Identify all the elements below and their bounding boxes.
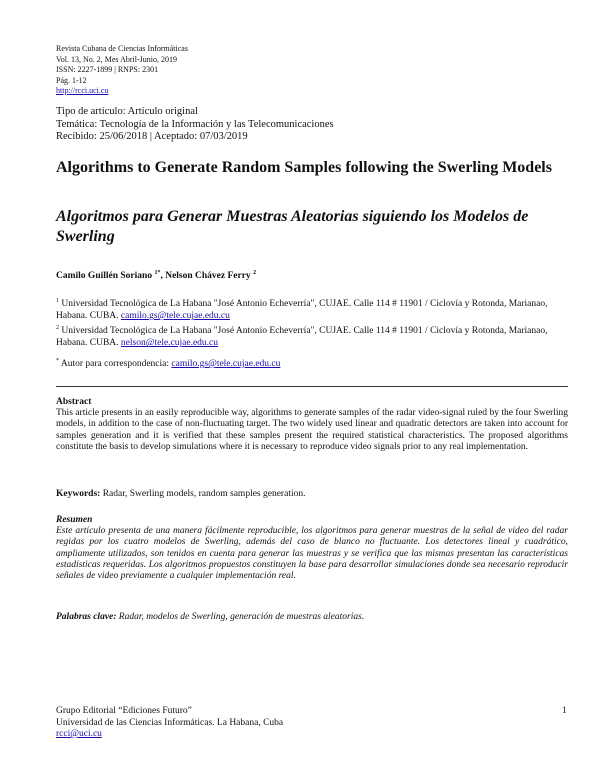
affiliation-2-text: Universidad Tecnológica de La Habana "José Antonio Echeverría", CUJAE. Calle 114 # 11901 / Ciclovía y Rotonda, Marianao, Habana. CUBA.: [56, 326, 548, 349]
author-1-name: Camilo Guillén Soriano: [56, 271, 153, 282]
journal-volume: Vol. 13, No. 2, Mes Abril-Junio, 2019: [56, 54, 177, 64]
keywords-text: Radar, Swerling models, random samples generation.: [102, 489, 306, 499]
article-type: Tipo de artículo: Artículo original: [56, 106, 198, 117]
section-divider: [56, 386, 568, 387]
journal-header: [56, 44, 188, 97]
abstract-section: [56, 397, 568, 453]
affiliations: [56, 295, 571, 349]
author-1-sup: 1*: [154, 270, 161, 276]
page-footer: [56, 706, 283, 741]
abstract-heading: Abstract: [56, 397, 92, 407]
resumen-section: [56, 515, 568, 582]
correspondence-email-link[interactable]: camilo.gs@tele.cujae.edu.cu: [171, 359, 281, 370]
correspondence-sup: *: [56, 358, 59, 364]
title-english: Algorithms to Generate Random Samples following the Swerling Models: [56, 159, 552, 176]
palabras-clave-section: [56, 612, 568, 622]
abstract-text: This article presents in an easily reproducible way, algorithms to generate samples of the radar video-signal ruled by the four Swerling models, in addition to the case of non-fluctuating target. The two widely used linear and quadratic detectors are taken into account for samples generation and it is verified that these samples present the required statistical characteristics. The proposed algorithms constitute the basis to develop simulations where it is necessary to reproduce video signals prior to any real implementation.: [56, 408, 568, 452]
journal-pages: Pág. 1-12: [56, 75, 87, 85]
article-meta: [56, 106, 334, 144]
keywords-label: Keywords:: [56, 489, 101, 499]
footer-email-link[interactable]: rcci@uci.cu: [56, 729, 102, 739]
page-number: 1: [562, 706, 567, 716]
resumen-heading: Resumen: [56, 515, 93, 525]
correspondence-label: Autor para correspondencia:: [60, 359, 170, 370]
palabras-clave-label: Palabras clave:: [56, 612, 117, 622]
title-spanish: Algoritmos para Generar Muestras Aleatorias siguiendo los Modelos de Swerling: [56, 208, 529, 245]
author-2-name: Nelson Chávez Ferry: [165, 271, 251, 282]
affiliation-2: [56, 322, 571, 349]
resumen-text: Este artículo presenta de una manera fácilmente reproducible, los algoritmos para generar muestras de la señal de video del radar regidas por los cuatro modelos de Swerling, además del caso de blanco no fluctuante. Los detectores lineal y cuadrático, ampliamente utilizados, son tenidos en cuenta para generar las muestras y se verifica que las mismas presentan las características estadísticas requeridas. Los algoritmos propuestos constituyen la base para desarrollar simulaciones donde sea necesario reproducir señales de video previamente a cualquier implementación real.: [56, 526, 568, 582]
journal-url-link[interactable]: http://rcci.uci.cu: [56, 86, 109, 95]
keywords-section: [56, 489, 568, 499]
affiliation-2-sup: 2: [56, 325, 59, 332]
affiliation-1-sup: 1: [56, 298, 59, 304]
author-2-sup: 2: [253, 270, 257, 276]
affiliation-2-email-link[interactable]: nelson@tele.cujae.edu.cu: [120, 338, 219, 349]
journal-issn: ISSN: 2227-1899 | RNPS: 2301: [56, 65, 159, 74]
footer-publisher: Grupo Editorial “Ediciones Futuro”: [56, 706, 192, 716]
affiliation-1: [56, 295, 571, 322]
correspondence: [56, 358, 280, 369]
article-topic: Temática: Tecnología de la Información y las Telecomunicaciones: [56, 118, 334, 130]
affiliation-1-text: Universidad Tecnológica de La Habana "José Antonio Echeverría", CUJAE. Calle 114 # 11901 / Ciclovía y Rotonda, Marianao, Habana. CUBA.: [56, 299, 548, 322]
footer-university: Universidad de las Ciencias Informáticas. La Habana, Cuba: [56, 717, 284, 728]
authors-line: [56, 270, 256, 281]
palabras-clave-text: Radar, modelos de Swerling, generación de muestras aleatorias.: [118, 612, 365, 622]
article-dates: Recibido: 25/06/2018 | Aceptado: 07/03/2019: [56, 131, 248, 142]
affiliation-1-email-link[interactable]: camilo.gs@tele.cujae.edu.cu: [120, 311, 230, 322]
author-separator: ,: [160, 271, 166, 282]
journal-name: Revista Cubana de Ciencias Informáticas: [56, 44, 188, 53]
